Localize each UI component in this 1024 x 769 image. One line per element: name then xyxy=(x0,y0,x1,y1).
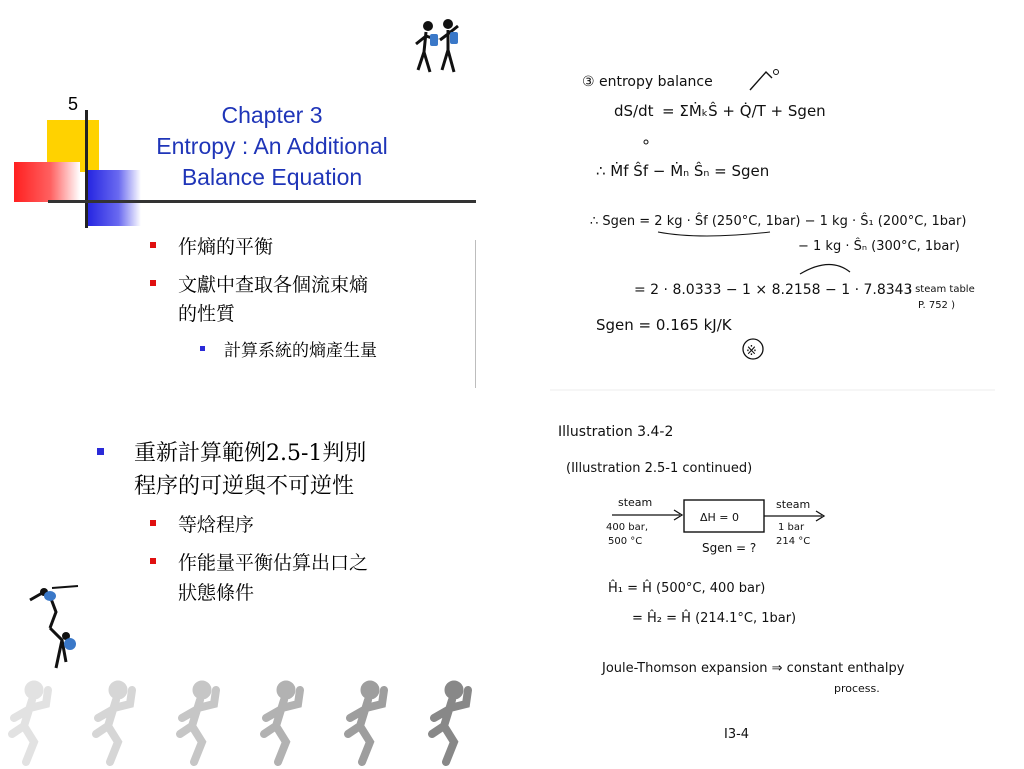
note-eq3a: ∴ Sgen = 2 kg · Ŝf (250°C, 1bar) − 1 kg · Ŝ₁ (200°C, 1bar) xyxy=(590,214,967,229)
sub-bullet-marker xyxy=(200,346,205,351)
note-heading: ③ entropy balance xyxy=(582,74,713,90)
note-outlet-label: steam xyxy=(776,498,811,511)
bullet-text: 重新計算範例2.5-1判別 xyxy=(134,441,367,466)
note-eq3b: − 1 kg · Ŝₙ (300°C, 1bar) xyxy=(798,239,960,254)
sub-bullet-text-cont: 狀態條件 xyxy=(178,582,255,604)
bullet-marker xyxy=(150,280,156,286)
note-eq1-rhs: = ΣṀₖŜ + Q̇/T + Sgen xyxy=(662,102,826,120)
rope-climbers-icon xyxy=(20,582,84,672)
note-result-mark: ※ xyxy=(746,344,757,359)
note-illustration-heading: Illustration 3.4-2 xyxy=(558,424,674,440)
note-result: Sgen = 0.165 kJ/K xyxy=(596,316,732,334)
note-outlet-cond-1: 1 bar xyxy=(778,522,805,533)
bullet-text: 作熵的平衡 xyxy=(178,236,274,258)
note-inlet-label: steam xyxy=(618,496,653,509)
sub-bullet-text: 計算系統的熵產生量 xyxy=(224,341,377,361)
note-inlet-cond-1: 400 bar, xyxy=(606,522,649,533)
title-underline xyxy=(48,200,476,203)
note-box-label: ΔH = 0 xyxy=(700,511,740,524)
note-outlet-cond-2: 214 °C xyxy=(776,536,811,547)
runners-row-icon xyxy=(0,678,480,768)
bullet-text: 文獻中查取各個流束熵 xyxy=(178,274,369,296)
notes-canvas xyxy=(550,60,995,765)
note-eq1-lhs: dS/dt xyxy=(614,102,654,120)
handwritten-notes xyxy=(550,60,995,765)
note-eq4: = 2 · 8.0333 − 1 × 8.2158 − 1 · 7.8343 xyxy=(634,282,913,298)
note-illustration-subheading: (Illustration 2.5-1 continued) xyxy=(566,461,753,476)
column-divider xyxy=(475,240,476,388)
note-page-number: I3-4 xyxy=(724,727,750,742)
decor-red-square xyxy=(14,162,80,202)
title-line-1: Chapter 3 xyxy=(221,102,323,128)
note-sgen-question: Sgen = ? xyxy=(702,541,757,555)
sub-bullet-text: 作能量平衡估算出口之 xyxy=(178,552,369,574)
note-eq4-ref-2: P. 752 ) xyxy=(918,300,955,311)
note-h2: = Ĥ₂ = Ĥ (214.1°C, 1bar) xyxy=(632,611,797,626)
title-line-2: Entropy : An Additional xyxy=(156,133,388,159)
climbers-icon xyxy=(412,18,464,76)
sub-bullet-text: 等焓程序 xyxy=(178,514,255,536)
note-joule-thomson: Joule-Thomson expansion ⇒ constant enthalpy xyxy=(602,661,905,676)
bullet-text-cont: 的性質 xyxy=(178,303,236,325)
note-joule-thomson-2: process. xyxy=(834,682,880,695)
bullet-marker xyxy=(150,242,156,248)
note-h1: Ĥ₁ = Ĥ (500°C, 400 bar) xyxy=(608,581,766,596)
bullet-marker xyxy=(97,448,104,455)
decor-vertical-line xyxy=(85,110,88,228)
note-eq2: ∴ Ṁf Ŝf − Ṁₙ Ŝₙ = Sgen xyxy=(596,162,770,180)
sub-bullet-marker xyxy=(150,558,156,564)
bullet-text-cont: 程序的可逆與不可逆性 xyxy=(134,474,355,499)
slide-number: 5 xyxy=(68,94,79,114)
note-inlet-cond-2: 500 °C xyxy=(608,536,643,547)
note-eq4-ref-1: ( steam table xyxy=(908,284,975,295)
title-line-3: Balance Equation xyxy=(181,164,363,190)
slide-title xyxy=(112,100,432,193)
sub-bullet-marker xyxy=(150,520,156,526)
